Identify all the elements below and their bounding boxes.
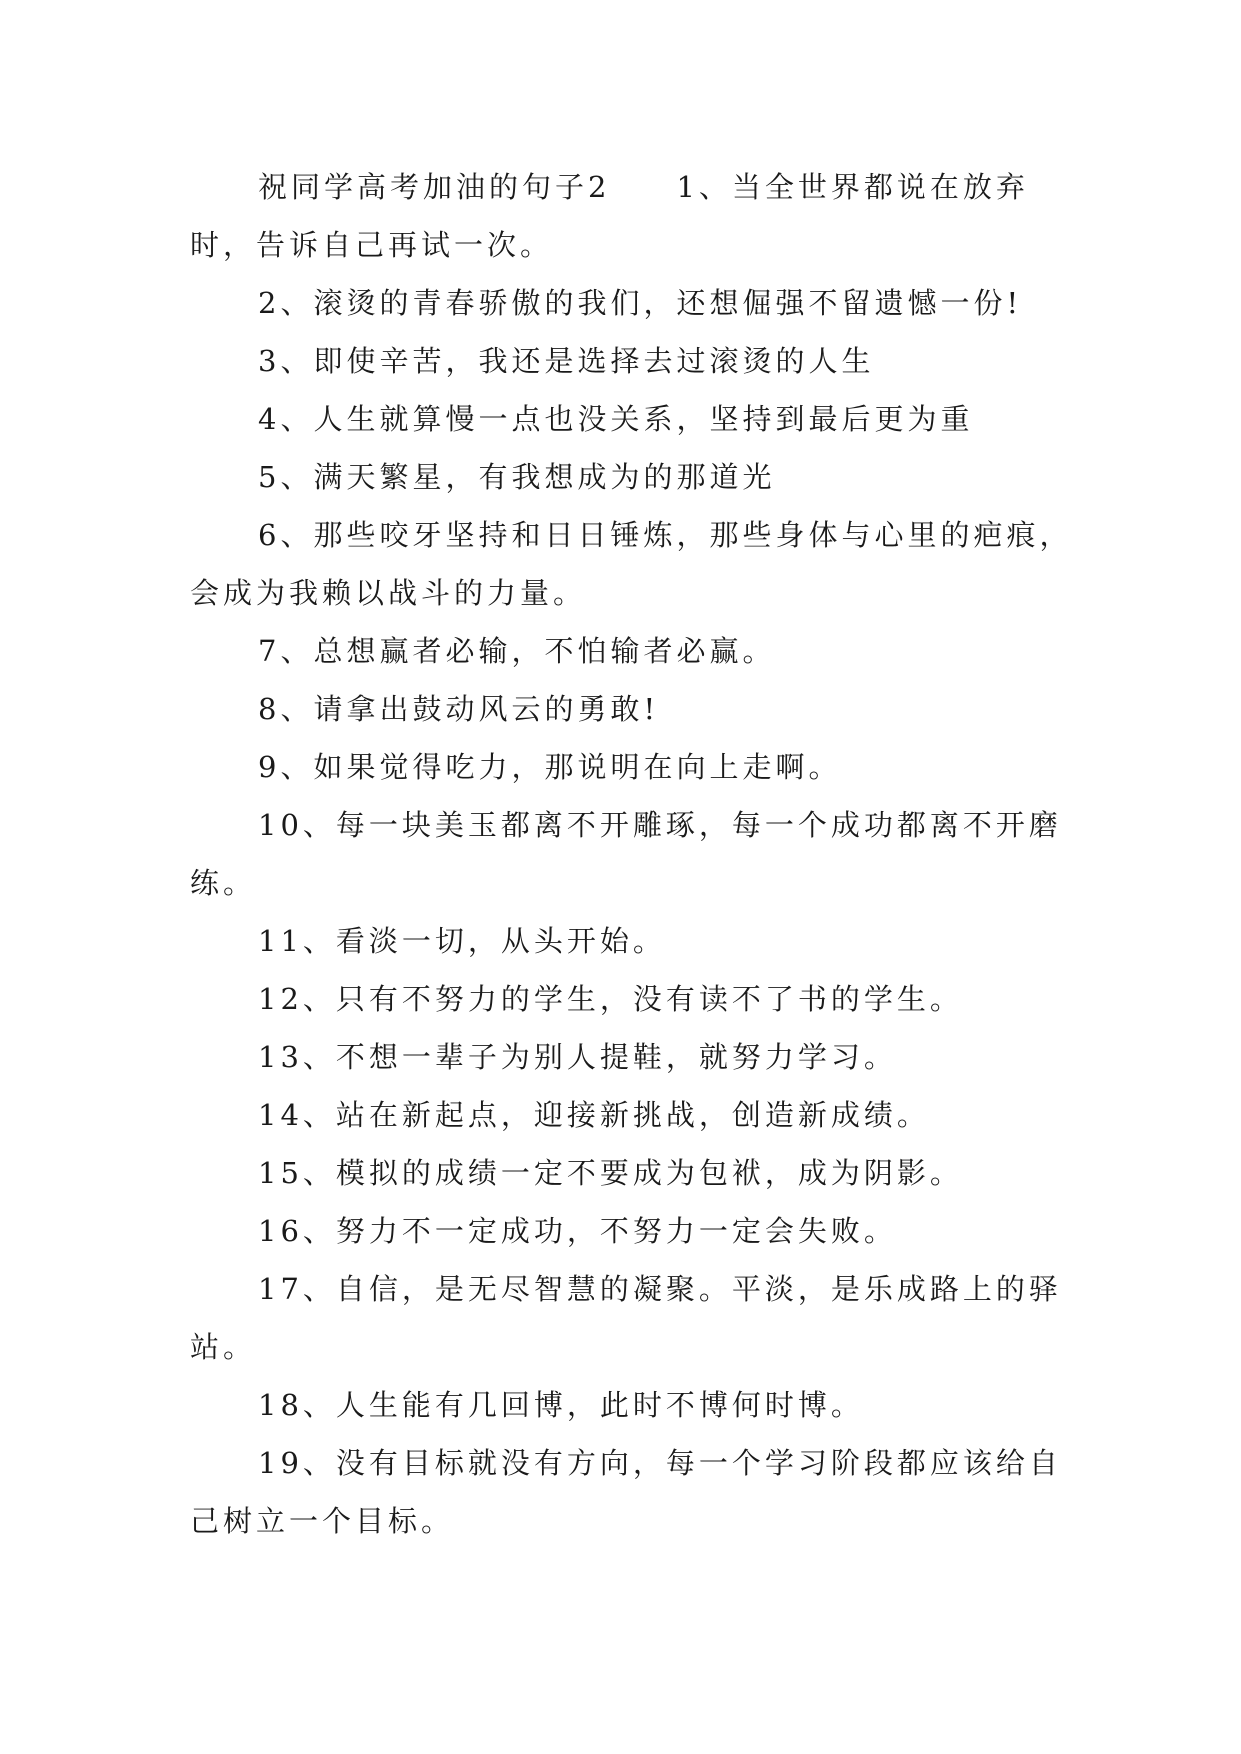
sentence-6: 6、那些咬牙坚持和日日锤炼，那些身体与心里的疤痕，会成为我赖以战斗的力量。 — [190, 518, 1073, 610]
sentence-2: 2、滚烫的青春骄傲的我们，还想倔强不留遗憾一份! — [258, 286, 1023, 320]
sentence-1: 1、当全世界都说在放弃时，告诉自己再试一次。 — [190, 170, 1029, 262]
sentence-18: 18、人生能有几回博，此时不博何时博。 — [258, 1388, 864, 1422]
sentence-5: 5、满天繁星，有我想成为的那道光 — [258, 460, 776, 494]
sentence-16: 16、努力不一定成功，不努力一定会失败。 — [258, 1214, 897, 1248]
sentence-14: 14、站在新起点，迎接新挑战，创造新成绩。 — [258, 1098, 930, 1132]
sentence-13: 13、不想一辈子为别人提鞋，就努力学习。 — [258, 1040, 897, 1074]
sentence-10: 10、每一块美玉都离不开雕琢，每一个成功都离不开磨练。 — [190, 808, 1062, 900]
sentence-3: 3、即使辛苦，我还是选择去过滚烫的人生 — [258, 344, 875, 378]
document-body — [190, 158, 1090, 1550]
sentence-19: 19、没有目标就没有方向，每一个学习阶段都应该给自己树立一个目标。 — [190, 1446, 1062, 1538]
sentence-15: 15、模拟的成绩一定不要成为包袱，成为阴影。 — [258, 1156, 963, 1190]
sentence-7: 7、总想赢者必输，不怕输者必赢。 — [258, 634, 776, 668]
sentence-4: 4、人生就算慢一点也没关系，坚持到最后更为重 — [258, 402, 974, 436]
sentence-9: 9、如果觉得吃力，那说明在向上走啊。 — [258, 750, 842, 784]
sentence-8: 8、请拿出鼓动风云的勇敢! — [258, 692, 660, 726]
document-title: 祝同学高考加油的句子2 — [258, 170, 611, 204]
sentence-11: 11、看淡一切，从头开始。 — [258, 924, 666, 958]
sentence-12: 12、只有不努力的学生，没有读不了书的学生。 — [258, 982, 963, 1016]
paragraph-title-and-1 — [190, 158, 1090, 274]
sentence-17: 17、自信，是无尽智慧的凝聚。平淡，是乐成路上的驿站。 — [190, 1272, 1062, 1364]
